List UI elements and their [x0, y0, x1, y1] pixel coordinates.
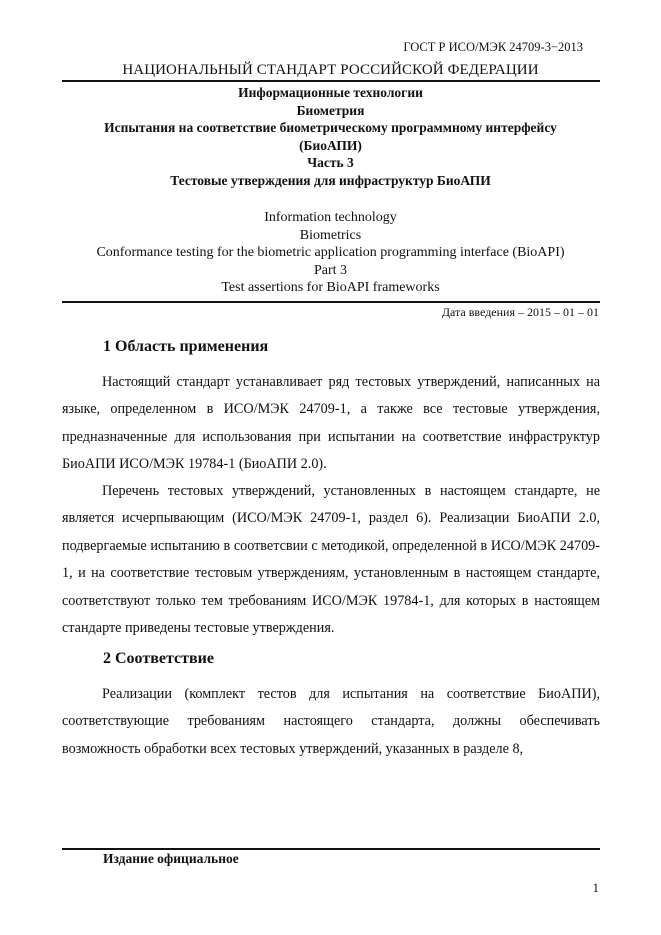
title-english [40, 209, 621, 297]
introduction-date: Дата введения – 2015 – 01 – 01 [441, 305, 599, 319]
section-1-paragraph-1: Настоящий стандарт устанавливает ряд тестовых утверждений, написанных на языке, определенном в ИСО/МЭК 24709-1, а также все тестовые утверждения, предназначенные для использования при испытании на соответствие инфраструктур БиоАПИ ИСО/МЭК 19784-1 (БиоАПИ 2.0). [62, 374, 600, 473]
section-1-paragraph-2: Перечень тестовых утверждений, установленных в настоящем стандарте, не является исчерпывающим (ИСО/МЭК 24709-1, раздел 6). Реализации БиоАПИ 2.0, подвергаемые испытанию в соответсвии с методикой, определенной в ИСО/МЭК 24709-1, и на соответствие тестовым утверждениям, установленным в настоящем стандарте, соответствуют только тем требованиям ИСО/МЭК 19784-1, для которых в настоящем стандарте приведены тестовые утверждения. [62, 483, 600, 637]
title-ru-line: (БиоАПИ) [299, 137, 362, 153]
title-ru-line: Биометрия [296, 102, 365, 118]
title-ru-line: Тестовые утверждения для инфраструктур БиоАПИ [170, 172, 491, 188]
title-ru-line: Испытания на соответствие биометрическому программному интерфейсу [104, 120, 557, 136]
top-divider [62, 80, 600, 82]
standard-name: НАЦИОНАЛЬНЫЙ СТАНДАРТ РОССИЙСКОЙ ФЕДЕРАЦИИ [122, 62, 539, 78]
title-en-line: Part 3 [313, 262, 348, 278]
title-ru-line: Часть 3 [307, 155, 354, 171]
page-number: 1 [592, 880, 599, 895]
footer-divider [62, 848, 600, 850]
title-en-line: Conformance testing for the biometric application programming interface (BioAPI) [96, 245, 565, 261]
standard-code: ГОСТ Р ИСО/МЭК 24709-3−2013 [403, 40, 583, 54]
section-2-paragraph-1: Реализации (комплект тестов для испытания на соответствие БиоАПИ), соответствующие требованиям настоящего стандарта, должны обеспечивать возможность обработки всех тестовых утверждений, указанных в разделе 8, [62, 686, 600, 757]
title-ru-line: Информационные технологии [238, 85, 423, 100]
title-russian [40, 84, 621, 190]
title-en-line: Information technology [264, 210, 397, 225]
official-edition-label: Издание официальное [103, 851, 239, 866]
title-divider [62, 301, 600, 303]
section-1-heading: 1 Область применения [103, 338, 269, 355]
title-en-line: Test assertions for BioAPI frameworks [221, 280, 440, 296]
section-2-heading: 2 Соответствие [103, 650, 214, 667]
title-en-line: Biometrics [299, 227, 362, 243]
